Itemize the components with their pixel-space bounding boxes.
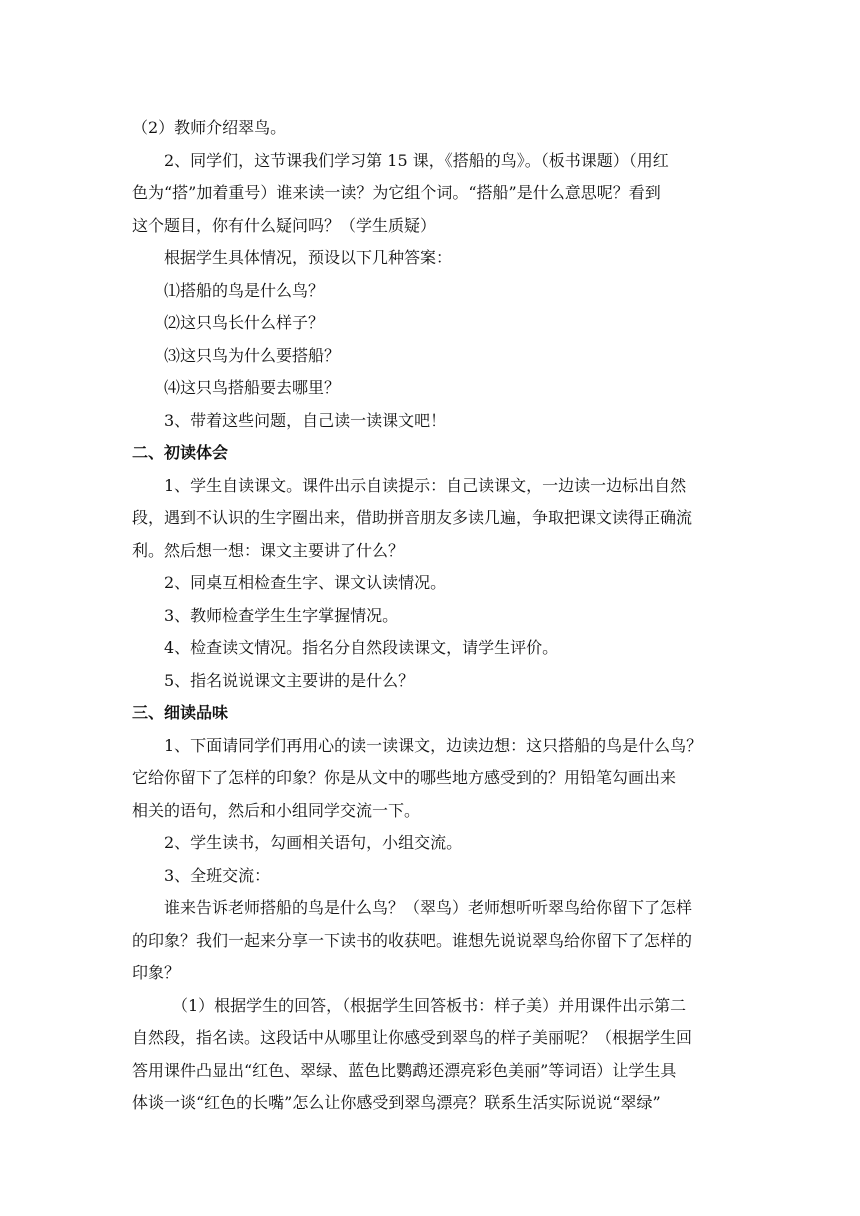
text-line: 4、检查读文情况。指名分自然段读课文，请学生评价。 bbox=[164, 638, 559, 657]
section-heading: 二、初读体会 bbox=[132, 443, 229, 462]
text-line: （1）根据学生的回答，（根据学生回答板书：样子美）并用课件出示第二 bbox=[172, 995, 687, 1015]
text-line: 段，遇到不认识的生字圈出来，借助拼音朋友多读几遍，争取把课文读得正确流 bbox=[132, 508, 693, 527]
text-line: 1、下面请同学们再用心的读一读课文，边读边想：这只搭船的鸟是什么鸟？ bbox=[164, 735, 703, 755]
text-line: 谁来告诉老师搭船的鸟是什么鸟？（翠鸟）老师想听听翠鸟给你留下了怎样 bbox=[164, 898, 693, 917]
text-line: 相关的语句，然后和小组同学交流一下。 bbox=[132, 800, 421, 820]
text-line: 2、同学们，这节课我们学习第 15 课，《搭船的鸟》。（板书课题）（用红 bbox=[164, 150, 669, 170]
text-line: 它给你留下了怎样的印象？你是从文中的哪些地方感受到的？用铅笔勾画出来 bbox=[132, 768, 677, 787]
text-line: 根据学生具体情况，预设以下几种答案： bbox=[164, 248, 453, 267]
text-line: 2、学生读书，勾画相关语句，小组交流。 bbox=[164, 833, 463, 852]
text-line: 1、学生自读课文。课件出示自读提示：自己读课文，一边读一边标出自然 bbox=[164, 475, 687, 495]
text-line: 答用课件凸显出“红色、翠绿、蓝色比鹦鹉还漂亮彩色美丽”等词语）让学生具 bbox=[132, 1060, 677, 1080]
text-line: 这个题目，你有什么疑问吗？（学生质疑） bbox=[132, 215, 437, 235]
text-line: 3、全班交流： bbox=[164, 865, 271, 885]
text-line: 的印象？我们一起来分享一下读书的收获吧。谁想先说说翠鸟给你留下了怎样的 bbox=[132, 930, 693, 950]
text-line: 3、教师检查学生生字掌握情况。 bbox=[164, 605, 399, 625]
text-line: 体谈一谈“红色的长嘴”怎么让你感受到翠鸟漂亮？联系生活实际说说“翠绿” bbox=[132, 1093, 661, 1112]
text-line: ⑴搭船的鸟是什么鸟？ bbox=[164, 280, 325, 300]
text-line: 2、同桌互相检查生字、课文认读情况。 bbox=[164, 573, 447, 592]
text-line: ⑵这只鸟长什么样子？ bbox=[164, 313, 325, 332]
text-line: 自然段，指名读。这段话中从哪里让你感受到翠鸟的样子美丽呢？（根据学生回 bbox=[132, 1028, 693, 1047]
document-page bbox=[132, 112, 732, 1120]
text-line: 利。然后想一想：课文主要讲了什么？ bbox=[132, 540, 405, 560]
text-line: 5、指名说说课文主要讲的是什么？ bbox=[164, 670, 415, 690]
text-line: 3、带着这些问题，自己读一读课文吧！ bbox=[164, 410, 447, 430]
text-line: ⑶这只鸟为什么要搭船？ bbox=[164, 345, 341, 365]
section-heading: 三、细读品味 bbox=[132, 703, 229, 722]
text-line: （2）教师介绍翠鸟。 bbox=[132, 118, 287, 137]
text-line: ⑷这只鸟搭船要去哪里？ bbox=[164, 378, 341, 397]
text-line: 色为“搭”加着重号）谁来读一读？为它组个词。“搭船”是什么意思呢？看到 bbox=[132, 183, 661, 202]
text-line: 印象？ bbox=[132, 963, 181, 982]
